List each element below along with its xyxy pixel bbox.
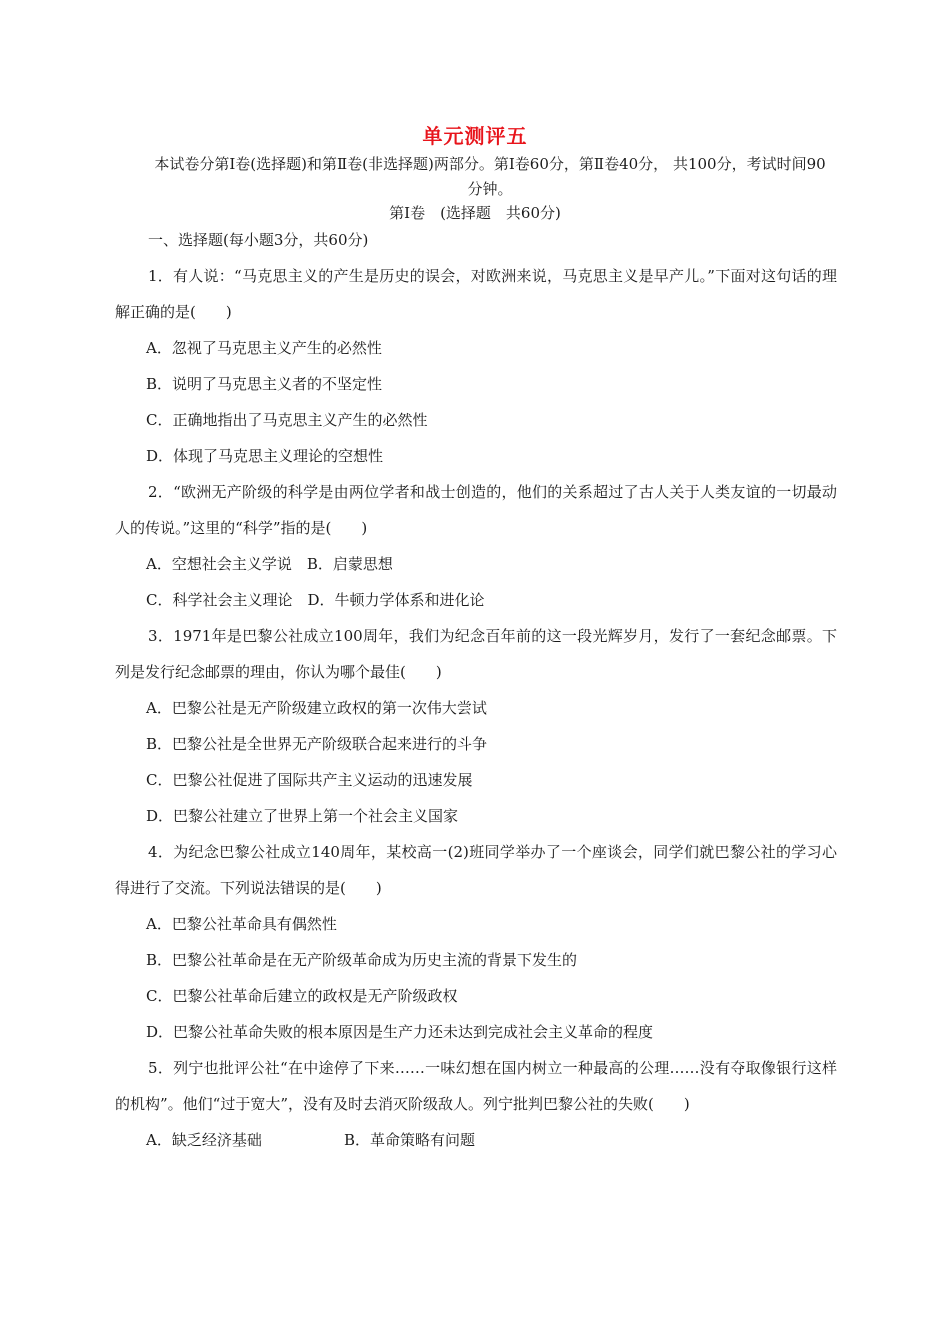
question-stem: 3．1971年是巴黎公社成立100周年，我们为纪念百年前的这一段光辉岁月，发行了一套纪念邮票。下列是发行纪念邮票的理由，你认为哪个最佳( )	[115, 627, 837, 681]
option-b: B．巴黎公社是全世界无产阶级联合起来进行的斗争	[146, 735, 488, 753]
question-1	[115, 258, 837, 474]
question-2	[115, 474, 837, 618]
option-a: A．缺乏经济基础	[146, 1131, 262, 1149]
option-c: C．巴黎公社革命后建立的政权是无产阶级政权	[146, 987, 458, 1005]
document-title: 单元测评五	[422, 124, 528, 148]
option-c: C．正确地指出了马克思主义产生的必然性	[146, 411, 428, 429]
option-a: A．巴黎公社是无产阶级建立政权的第一次伟大尝试	[146, 699, 487, 717]
question-5	[115, 1050, 837, 1158]
option-a-b: A．空想社会主义学说 B．启蒙思想	[146, 555, 393, 573]
section-heading: 第Ⅰ卷 (选择题 共60分)	[389, 204, 561, 222]
option-c-d: C．科学社会主义理论 D．牛顿力学体系和进化论	[146, 591, 485, 609]
option-a: A．忽视了马克思主义产生的必然性	[146, 339, 382, 357]
options-row	[115, 1122, 837, 1158]
option-b: B．革命策略有问题	[344, 1131, 476, 1149]
question-stem: 5．列宁也批评公社“在中途停了下来……一味幻想在国内树立一种最高的公理……没有夺取像银行这样的机构”。他们“过于宽大”，没有及时去消灭阶级敌人。列宁批判巴黎公社的失败( )	[115, 1059, 837, 1113]
question-list	[115, 258, 837, 1158]
option-b: B．说明了马克思主义者的不坚定性	[146, 375, 383, 393]
question-3	[115, 618, 837, 834]
option-d: D．巴黎公社建立了世界上第一个社会主义国家	[146, 807, 459, 825]
exam-instructions: 本试卷分第Ⅰ卷(选择题)和第Ⅱ卷(非选择题)两部分。第Ⅰ卷60分，第Ⅱ卷40分， 共100分，考试时间90分钟。	[154, 155, 826, 198]
option-b: B．巴黎公社革命是在无产阶级革命成为历史主流的背景下发生的	[146, 951, 578, 969]
part-heading: 一、选择题(每小题3分，共60分)	[148, 231, 369, 249]
question-stem: 1．有人说：“马克思主义的产生是历史的误会，对欧洲来说，马克思主义是早产儿。”下面对这句话的理解正确的是( )	[115, 267, 837, 321]
question-stem: 2．“欧洲无产阶级的科学是由两位学者和战士创造的，他们的关系超过了古人关于人类友谊的一切最动人的传说。”这里的“科学”指的是( )	[115, 483, 837, 537]
question-4	[115, 834, 837, 1050]
option-c: C．巴黎公社促进了国际共产主义运动的迅速发展	[146, 771, 473, 789]
option-d: D．体现了马克思主义理论的空想性	[146, 447, 384, 465]
option-d: D．巴黎公社革命失败的根本原因是生产力还未达到完成社会主义革命的程度	[146, 1023, 654, 1041]
question-stem: 4．为纪念巴黎公社成立140周年，某校高一(2)班同学举办了一个座谈会，同学们就巴黎公社的学习心得进行了交流。下列说法错误的是( )	[115, 843, 837, 897]
option-a: A．巴黎公社革命具有偶然性	[146, 915, 337, 933]
